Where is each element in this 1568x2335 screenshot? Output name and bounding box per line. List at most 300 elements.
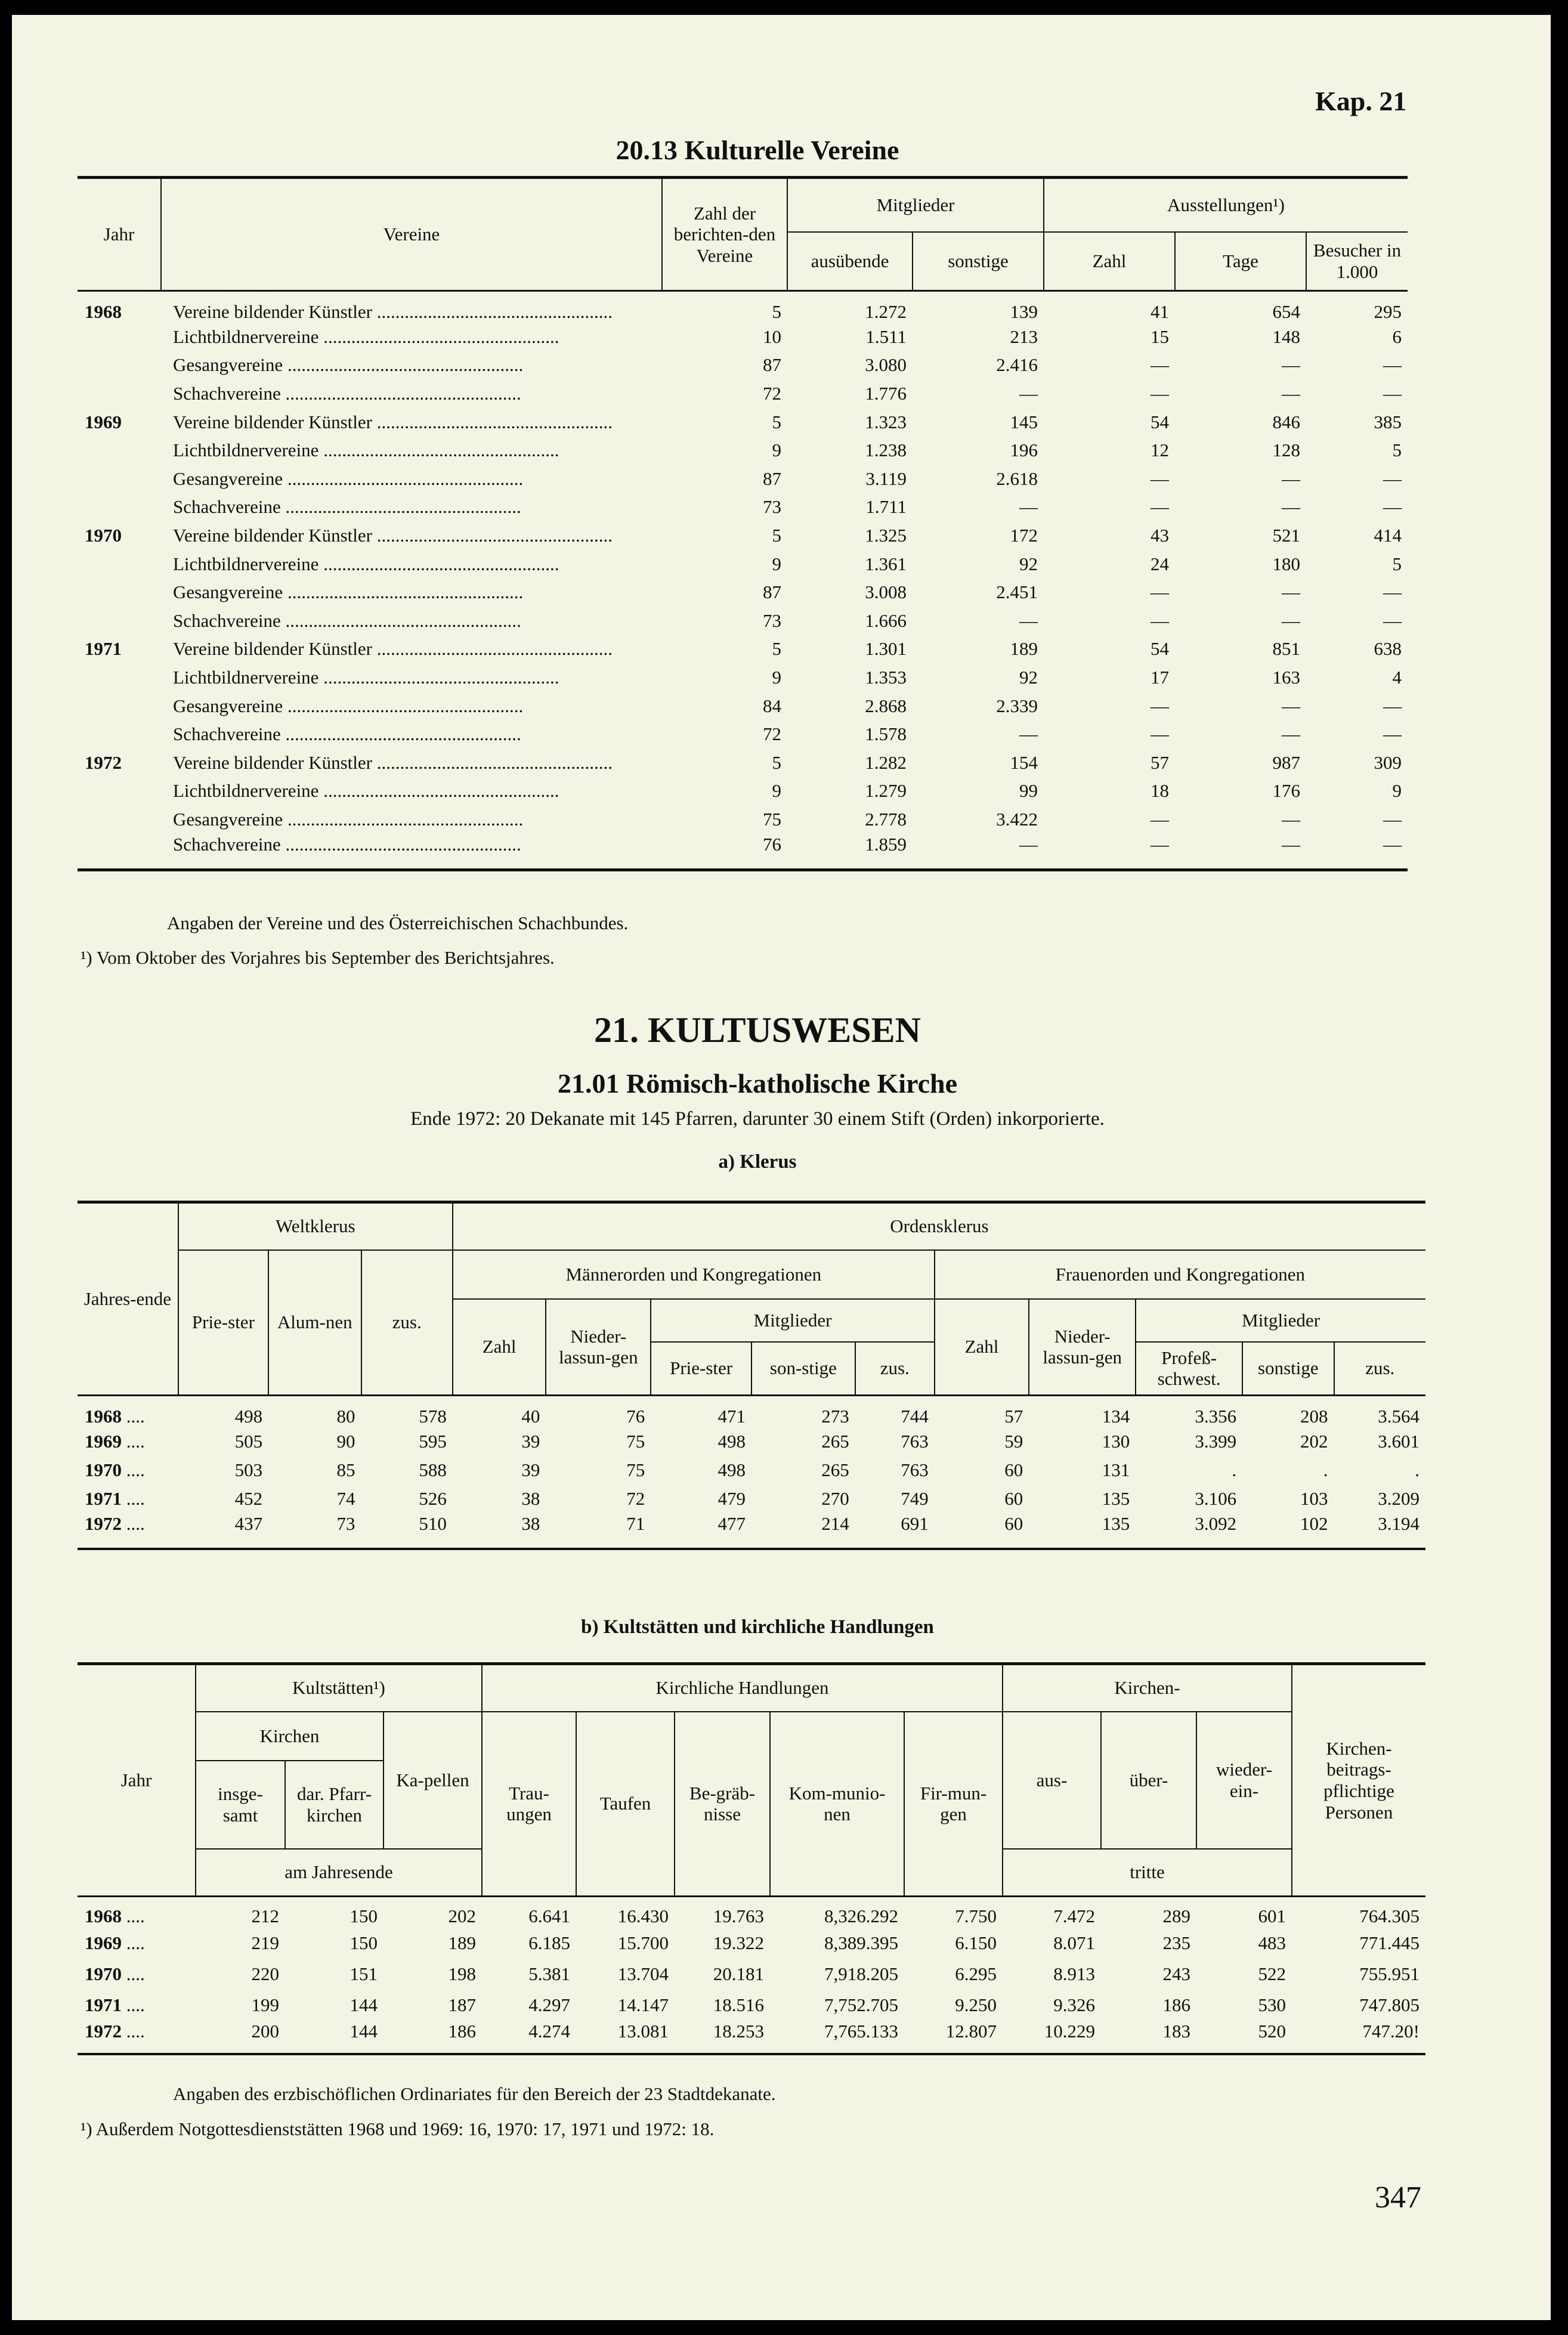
table-row bbox=[78, 1897, 1425, 1928]
cell-value: 498 bbox=[717, 1431, 746, 1452]
cell-value: 135 bbox=[1102, 1488, 1130, 1509]
cell-sonstige: 3.422 bbox=[996, 808, 1038, 830]
cell-besucher: — bbox=[1383, 610, 1402, 631]
cell-year bbox=[78, 834, 161, 870]
col-jahresende: Jahres-ende bbox=[78, 1202, 178, 1396]
cell-besucher: 309 bbox=[1374, 751, 1402, 773]
cell-ausuebende: 1.279 bbox=[865, 780, 907, 802]
cell-value: 102 bbox=[1300, 1513, 1328, 1534]
col-firmungen: Fir-mun-gen bbox=[904, 1712, 1003, 1897]
cell-tage: 521 bbox=[1272, 524, 1300, 546]
cell-sonstige: 145 bbox=[1010, 411, 1038, 432]
cell-value: 7.750 bbox=[955, 1906, 997, 1927]
cell-value: 16.430 bbox=[617, 1906, 669, 1927]
cell-year bbox=[78, 805, 161, 834]
cell-besucher: — bbox=[1383, 382, 1402, 404]
cell-ausuebende: 1.711 bbox=[865, 496, 907, 518]
cell-value: 3.601 bbox=[1378, 1431, 1419, 1452]
col-m-priester: Prie-ster bbox=[651, 1342, 751, 1396]
table-row bbox=[78, 1456, 1425, 1484]
col-group-handlungen: Kirchliche Handlungen bbox=[482, 1664, 1003, 1712]
page-number: 347 bbox=[1375, 2181, 1421, 2215]
cell-verein: Vereine bildender Künstler ..... bbox=[161, 635, 662, 664]
cell-value: 19.322 bbox=[713, 1932, 764, 1953]
table-row bbox=[78, 1928, 1425, 1959]
cell-besucher: — bbox=[1383, 808, 1402, 830]
cell-sonstige: 2.451 bbox=[996, 582, 1038, 603]
cell-besucher: 6 bbox=[1392, 326, 1402, 347]
cell-ausuebende: 1.325 bbox=[865, 524, 907, 546]
col-uebertritte: über- bbox=[1101, 1712, 1196, 1849]
cell-value: 578 bbox=[419, 1406, 447, 1427]
cell-value: 3.356 bbox=[1195, 1406, 1237, 1427]
cell-sonstige: 213 bbox=[1010, 326, 1038, 347]
cell-ausstellungen-zahl: — bbox=[1151, 582, 1169, 603]
page bbox=[12, 15, 1551, 2320]
cell-value: 477 bbox=[717, 1513, 746, 1534]
cell-verein: Schachvereine ..... bbox=[161, 379, 662, 408]
cell-ausuebende: 3.008 bbox=[865, 582, 907, 603]
table-row bbox=[78, 607, 1408, 635]
col-group-frauenorden: Frauenorden und Kongregationen bbox=[935, 1250, 1425, 1299]
source-note-vereine: Angaben der Vereine und des Österreichischen Schachbundes. bbox=[167, 913, 629, 933]
cell-value: 270 bbox=[821, 1488, 849, 1509]
col-group-ausstellungen: Ausstellungen¹) bbox=[1044, 178, 1408, 233]
cell-value: 15.700 bbox=[617, 1932, 669, 1953]
cell-year bbox=[78, 379, 161, 408]
cell-value: 5.381 bbox=[528, 1963, 570, 1984]
col-f-professschwest: Profeß-schwest. bbox=[1136, 1342, 1242, 1396]
cell-tage: — bbox=[1282, 496, 1300, 518]
col-ausuebende: ausübende bbox=[787, 232, 913, 291]
cell-value: 76 bbox=[626, 1406, 645, 1427]
cell-besucher: 9 bbox=[1392, 780, 1402, 802]
cell-ausstellungen-zahl: 43 bbox=[1151, 524, 1169, 546]
table-row bbox=[78, 635, 1408, 664]
cell-value: 3.399 bbox=[1195, 1431, 1237, 1452]
cell-besucher: — bbox=[1383, 354, 1402, 376]
cell-value: 150 bbox=[350, 1906, 378, 1927]
cell-ausstellungen-zahl: — bbox=[1151, 468, 1169, 489]
cell-value: 186 bbox=[1162, 1994, 1190, 2015]
cell-value: 73 bbox=[336, 1513, 355, 1534]
table-row bbox=[78, 777, 1408, 806]
cell-year: 1971 .... bbox=[78, 1990, 196, 2021]
cell-value: 85 bbox=[336, 1459, 355, 1480]
cell-zahl: 76 bbox=[763, 833, 781, 855]
cell-year bbox=[78, 351, 161, 380]
cell-value: 14.147 bbox=[617, 1994, 669, 2015]
table-row bbox=[78, 465, 1408, 493]
cell-value: 755.951 bbox=[1359, 1963, 1419, 1984]
cell-value: 3.209 bbox=[1378, 1488, 1419, 1509]
cell-verein: Lichtbildnervereine ..... bbox=[161, 436, 662, 465]
cell-value: 144 bbox=[350, 1994, 378, 2015]
cell-value: 135 bbox=[1102, 1513, 1130, 1534]
cell-value: 12.807 bbox=[945, 2020, 997, 2042]
cell-zahl: 72 bbox=[763, 382, 781, 404]
table-row bbox=[78, 663, 1408, 692]
cell-value: 4.274 bbox=[528, 2020, 570, 2042]
cell-value: 199 bbox=[251, 1994, 279, 2015]
cell-tage: — bbox=[1282, 468, 1300, 489]
cell-value: 202 bbox=[448, 1906, 476, 1927]
table-row bbox=[78, 550, 1408, 579]
cell-besucher: 385 bbox=[1374, 411, 1402, 432]
col-sonstige: sonstige bbox=[913, 232, 1044, 291]
cell-tage: 148 bbox=[1272, 326, 1300, 347]
cell-ausstellungen-zahl: 24 bbox=[1151, 553, 1169, 574]
col-f-niederlassungen: Nieder-lassun-gen bbox=[1029, 1299, 1136, 1396]
cell-verein: Schachvereine ..... bbox=[161, 493, 662, 522]
cell-value: 691 bbox=[901, 1513, 929, 1534]
cell-ausstellungen-zahl: — bbox=[1151, 610, 1169, 631]
cell-value: 749 bbox=[901, 1488, 929, 1509]
cell-value: 60 bbox=[1004, 1488, 1023, 1509]
table-klerus bbox=[78, 1201, 1425, 1550]
cell-besucher: — bbox=[1383, 496, 1402, 518]
table-row bbox=[78, 379, 1408, 408]
cell-value: 183 bbox=[1162, 2020, 1190, 2042]
cell-tage: — bbox=[1282, 695, 1300, 716]
table-row bbox=[78, 351, 1408, 380]
cell-ausstellungen-zahl: 57 bbox=[1151, 751, 1169, 773]
cell-tage: 176 bbox=[1272, 780, 1300, 802]
cell-ausstellungen-zahl: — bbox=[1151, 496, 1169, 518]
cell-value: 452 bbox=[234, 1488, 263, 1509]
col-vereine: Vereine bbox=[161, 178, 662, 291]
cell-value: 18.253 bbox=[713, 2020, 764, 2042]
col-begraebnisse: Be-gräb-nisse bbox=[675, 1712, 770, 1897]
cell-verein: Gesangvereine ..... bbox=[161, 351, 662, 380]
table-row bbox=[78, 1396, 1425, 1428]
cell-value: 80 bbox=[336, 1406, 355, 1427]
cell-value: 40 bbox=[521, 1406, 540, 1427]
col-m-niederlassungen: Nieder-lassun-gen bbox=[546, 1299, 651, 1396]
table-body-kultstaetten bbox=[78, 1897, 1425, 2054]
col-wiedereintritte: wieder-ein- bbox=[1196, 1712, 1292, 1849]
cell-value: 7.472 bbox=[1053, 1906, 1095, 1927]
cell-value: 72 bbox=[626, 1488, 645, 1509]
cell-zahl: 5 bbox=[772, 524, 781, 546]
cell-tage: — bbox=[1282, 582, 1300, 603]
cell-value: 498 bbox=[234, 1406, 263, 1427]
cell-year bbox=[78, 663, 161, 692]
cell-value: 144 bbox=[350, 2020, 378, 2042]
cell-value: 75 bbox=[626, 1431, 645, 1452]
cell-value: 588 bbox=[419, 1459, 447, 1480]
cell-tage: 846 bbox=[1272, 411, 1300, 432]
cell-sonstige: 172 bbox=[1010, 524, 1038, 546]
cell-value: 38 bbox=[521, 1488, 540, 1509]
col-f-sonstige: sonstige bbox=[1242, 1342, 1334, 1396]
cell-value: 243 bbox=[1162, 1963, 1190, 1984]
cell-tage: 128 bbox=[1272, 440, 1300, 461]
cell-ausuebende: 1.282 bbox=[865, 751, 907, 773]
col-weltklerus-zus: zus. bbox=[361, 1250, 453, 1396]
col-group-f-mitglieder: Mitglieder bbox=[1136, 1299, 1425, 1342]
cell-year: 1970 .... bbox=[78, 1456, 178, 1484]
cell-value: 151 bbox=[350, 1963, 378, 1984]
cell-tage: 180 bbox=[1272, 553, 1300, 574]
cell-ausstellungen-zahl: — bbox=[1151, 833, 1169, 855]
table-row bbox=[78, 493, 1408, 522]
cell-value: 9.250 bbox=[955, 1994, 997, 2015]
cell-verein: Gesangvereine ..... bbox=[161, 578, 662, 607]
cell-value: 771.445 bbox=[1359, 1932, 1419, 1953]
cell-value: 220 bbox=[251, 1963, 279, 1984]
cell-sonstige: — bbox=[1019, 496, 1038, 518]
cell-zahl: 9 bbox=[772, 440, 781, 461]
cell-value: 10.229 bbox=[1044, 2020, 1095, 2042]
cell-zahl: 72 bbox=[763, 723, 781, 745]
cell-zahl: 5 bbox=[772, 638, 781, 660]
cell-year bbox=[78, 436, 161, 465]
cell-value: 71 bbox=[626, 1513, 645, 1534]
table-row bbox=[78, 578, 1408, 607]
cell-ausstellungen-zahl: 54 bbox=[1151, 638, 1169, 660]
cell-value: 74 bbox=[336, 1488, 355, 1509]
col-insgesamt: insge-samt bbox=[196, 1761, 285, 1849]
cell-value: 59 bbox=[1004, 1431, 1023, 1452]
cell-year bbox=[78, 465, 161, 493]
cell-zahl: 9 bbox=[772, 780, 781, 802]
cell-besucher: — bbox=[1383, 468, 1402, 489]
cell-ausstellungen-zahl: 54 bbox=[1151, 411, 1169, 432]
cell-ausstellungen-zahl: — bbox=[1151, 695, 1169, 716]
cell-tage: — bbox=[1282, 382, 1300, 404]
cell-verein: Vereine bildender Künstler ..... bbox=[161, 749, 662, 777]
cell-ausuebende: 1.353 bbox=[865, 666, 907, 688]
cell-year: 1968 bbox=[85, 301, 122, 322]
cell-sonstige: 2.339 bbox=[996, 695, 1038, 716]
cell-tage: 654 bbox=[1272, 301, 1300, 322]
cell-value: 212 bbox=[251, 1906, 279, 1927]
cell-zahl: 10 bbox=[763, 326, 781, 347]
cell-ausstellungen-zahl: — bbox=[1151, 354, 1169, 376]
cell-sonstige: 196 bbox=[1010, 440, 1038, 461]
cell-value: 39 bbox=[521, 1431, 540, 1452]
cell-value: 4.297 bbox=[528, 1994, 570, 2015]
cell-value: 214 bbox=[821, 1513, 849, 1534]
cell-value: 208 bbox=[1300, 1406, 1328, 1427]
table-body-klerus bbox=[78, 1396, 1425, 1550]
col-group-mitglieder: Mitglieder bbox=[787, 178, 1044, 233]
cell-value: 75 bbox=[626, 1459, 645, 1480]
cell-value: 522 bbox=[1258, 1963, 1286, 1984]
cell-value: 479 bbox=[717, 1488, 746, 1509]
cell-year: 1971 bbox=[85, 638, 122, 660]
cell-value: 198 bbox=[448, 1963, 476, 1984]
table-row bbox=[78, 436, 1408, 465]
col-tage: Tage bbox=[1175, 232, 1306, 291]
cell-verein: Lichtbildnervereine ..... bbox=[161, 323, 662, 351]
cell-ausuebende: 1.323 bbox=[865, 411, 907, 432]
cell-value: 7,752.705 bbox=[824, 1994, 898, 2015]
cell-value: 60 bbox=[1004, 1513, 1023, 1534]
cell-tage: — bbox=[1282, 808, 1300, 830]
col-group-m-mitglieder: Mitglieder bbox=[651, 1299, 935, 1342]
col-m-zus: zus. bbox=[855, 1342, 935, 1396]
cell-sonstige: 139 bbox=[1010, 301, 1038, 322]
cell-zahl: 73 bbox=[763, 496, 781, 518]
cell-ausuebende: 1.272 bbox=[865, 301, 907, 322]
cell-value: 57 bbox=[1004, 1406, 1023, 1427]
col-besucher: Besucher in 1.000 bbox=[1306, 232, 1408, 291]
col-kommunionen: Kom-munio-nen bbox=[770, 1712, 904, 1897]
table-row bbox=[78, 805, 1408, 834]
cell-zahl: 5 bbox=[772, 751, 781, 773]
cell-ausstellungen-zahl: 41 bbox=[1151, 301, 1169, 322]
cell-ausuebende: 1.238 bbox=[865, 440, 907, 461]
cell-value: 744 bbox=[901, 1406, 929, 1427]
cell-year: 1972 .... bbox=[78, 1513, 178, 1549]
cell-ausuebende: 3.080 bbox=[865, 354, 907, 376]
table-row bbox=[78, 323, 1408, 351]
cell-ausstellungen-zahl: 15 bbox=[1151, 326, 1169, 347]
cell-value: 18.516 bbox=[713, 1994, 764, 2015]
table-row bbox=[78, 1427, 1425, 1456]
cell-value: 186 bbox=[448, 2020, 476, 2042]
cell-zahl: 5 bbox=[772, 301, 781, 322]
cell-value: 19.763 bbox=[713, 1906, 764, 1927]
cell-verein: Vereine bildender Künstler ..... bbox=[161, 408, 662, 437]
table-row bbox=[78, 1513, 1425, 1549]
cell-zahl: 84 bbox=[763, 695, 781, 716]
cell-zahl: 9 bbox=[772, 553, 781, 574]
cell-ausuebende: 1.578 bbox=[865, 723, 907, 745]
cell-tage: — bbox=[1282, 833, 1300, 855]
cell-value: 265 bbox=[821, 1459, 849, 1480]
cell-ausuebende: 1.511 bbox=[865, 326, 907, 347]
cell-value: 3.092 bbox=[1195, 1513, 1237, 1534]
cell-verein: Schachvereine ..... bbox=[161, 834, 662, 870]
cell-value: 6.295 bbox=[955, 1963, 997, 1984]
cell-value: 764.305 bbox=[1359, 1906, 1419, 1927]
cell-value: 202 bbox=[1300, 1431, 1328, 1452]
cell-value: 103 bbox=[1300, 1488, 1328, 1509]
table-row bbox=[78, 749, 1408, 777]
col-jahr-b: Jahr bbox=[78, 1664, 196, 1897]
cell-value: 8,326.292 bbox=[824, 1906, 898, 1927]
cell-value: 747.20! bbox=[1362, 2020, 1419, 2042]
table-row bbox=[78, 1959, 1425, 1990]
cell-value: . bbox=[1415, 1459, 1419, 1480]
col-group-ordensklerus: Ordensklerus bbox=[453, 1202, 1425, 1250]
col-zahl-berichtende: Zahl der berichten-den Vereine bbox=[662, 178, 787, 291]
cell-value: 8.071 bbox=[1053, 1932, 1095, 1953]
cell-ausstellungen-zahl: — bbox=[1151, 808, 1169, 830]
col-m-zahl: Zahl bbox=[453, 1299, 546, 1396]
cell-value: 6.641 bbox=[528, 1906, 570, 1927]
col-group-kultstaetten: Kultstätten¹) bbox=[196, 1664, 482, 1712]
cell-year: 1969 .... bbox=[78, 1928, 196, 1959]
section-title-kirche: 21.01 Römisch-katholische Kirche bbox=[558, 1068, 957, 1099]
cell-value: 13.081 bbox=[617, 2020, 669, 2042]
cell-tage: — bbox=[1282, 610, 1300, 631]
col-alumnen: Alum-nen bbox=[268, 1250, 361, 1396]
cell-year: 1968 .... bbox=[78, 1897, 196, 1928]
cell-value: 763 bbox=[901, 1431, 929, 1452]
cell-verein: Schachvereine ..... bbox=[161, 607, 662, 635]
cell-value: 437 bbox=[234, 1513, 263, 1534]
col-priester: Prie-ster bbox=[178, 1250, 268, 1396]
cell-ausuebende: 1.776 bbox=[865, 382, 907, 404]
cell-year: 1970 bbox=[85, 524, 122, 546]
cell-ausstellungen-zahl: 18 bbox=[1151, 780, 1169, 802]
cell-value: 595 bbox=[419, 1431, 447, 1452]
cell-value: 530 bbox=[1258, 1994, 1286, 2015]
cell-year: 1972 bbox=[85, 751, 122, 773]
cell-besucher: — bbox=[1383, 695, 1402, 716]
cell-year: 1968 .... bbox=[78, 1396, 178, 1428]
footnote-vereine: ¹) Vom Oktober des Vorjahres bis September des Berichtsjahres. bbox=[81, 947, 555, 968]
col-group-maennerorden: Männerorden und Kongregationen bbox=[453, 1250, 935, 1299]
cell-value: 3.106 bbox=[1195, 1488, 1237, 1509]
cell-sonstige: 99 bbox=[1019, 780, 1038, 802]
cell-value: 503 bbox=[234, 1459, 263, 1480]
cell-year bbox=[78, 578, 161, 607]
cell-value: 60 bbox=[1004, 1459, 1023, 1480]
cell-year: 1970 .... bbox=[78, 1959, 196, 1990]
cell-value: 471 bbox=[717, 1406, 746, 1427]
table-row bbox=[78, 1484, 1425, 1513]
cell-sonstige: 189 bbox=[1010, 638, 1038, 660]
col-kapellen: Ka-pellen bbox=[384, 1712, 482, 1849]
cell-value: . bbox=[1323, 1459, 1328, 1480]
cell-value: 130 bbox=[1102, 1431, 1130, 1452]
cell-value: 763 bbox=[901, 1459, 929, 1480]
col-pfarrkirchen: dar. Pfarr-kirchen bbox=[285, 1761, 384, 1849]
cell-sonstige: 92 bbox=[1019, 553, 1038, 574]
cell-year bbox=[78, 323, 161, 351]
cell-ausuebende: 2.778 bbox=[865, 808, 907, 830]
cell-value: 13.704 bbox=[617, 1963, 669, 1984]
cell-besucher: — bbox=[1383, 582, 1402, 603]
col-group-kirchen: Kirchen bbox=[196, 1712, 384, 1761]
table-body-vereine bbox=[78, 291, 1408, 870]
cell-value: 8.913 bbox=[1053, 1963, 1095, 1984]
cell-sonstige: — bbox=[1019, 610, 1038, 631]
col-beitragspflichtige: Kirchen-beitrags-pflichtige Personen bbox=[1292, 1664, 1425, 1897]
col-f-zus: zus. bbox=[1334, 1342, 1425, 1396]
cell-year bbox=[78, 550, 161, 579]
cell-sonstige: — bbox=[1019, 382, 1038, 404]
cell-value: 7,765.133 bbox=[824, 2020, 898, 2042]
cell-ausuebende: 2.868 bbox=[865, 695, 907, 716]
cell-tage: — bbox=[1282, 723, 1300, 745]
cell-verein: Lichtbildnervereine ..... bbox=[161, 550, 662, 579]
footnote-notgottesdienst: ¹) Außerdem Notgottesdienststätten 1968 und 1969: 16, 1970: 17, 1971 und 1972: 18. bbox=[81, 2118, 715, 2139]
cell-year bbox=[78, 493, 161, 522]
col-trauungen: Trau-ungen bbox=[482, 1712, 576, 1897]
cell-value: 6.185 bbox=[528, 1932, 570, 1953]
section-subtitle: Ende 1972: 20 Dekanate mit 145 Pfarren, darunter 30 einem Stift (Orden) inkorporierte. bbox=[410, 1108, 1105, 1130]
cell-ausuebende: 3.119 bbox=[865, 468, 907, 489]
table-row bbox=[78, 692, 1408, 720]
table-row bbox=[78, 2021, 1425, 2054]
cell-zahl: 75 bbox=[763, 808, 781, 830]
col-ausstellungen-zahl: Zahl bbox=[1044, 232, 1175, 291]
cell-year bbox=[78, 720, 161, 749]
cell-besucher: 638 bbox=[1374, 638, 1402, 660]
cell-verein: Lichtbildnervereine ..... bbox=[161, 777, 662, 806]
cell-ausstellungen-zahl: — bbox=[1151, 723, 1169, 745]
table-row bbox=[78, 834, 1408, 870]
cell-value: 131 bbox=[1102, 1459, 1130, 1480]
cell-ausuebende: 1.666 bbox=[865, 610, 907, 631]
cell-ausstellungen-zahl: 17 bbox=[1151, 666, 1169, 688]
